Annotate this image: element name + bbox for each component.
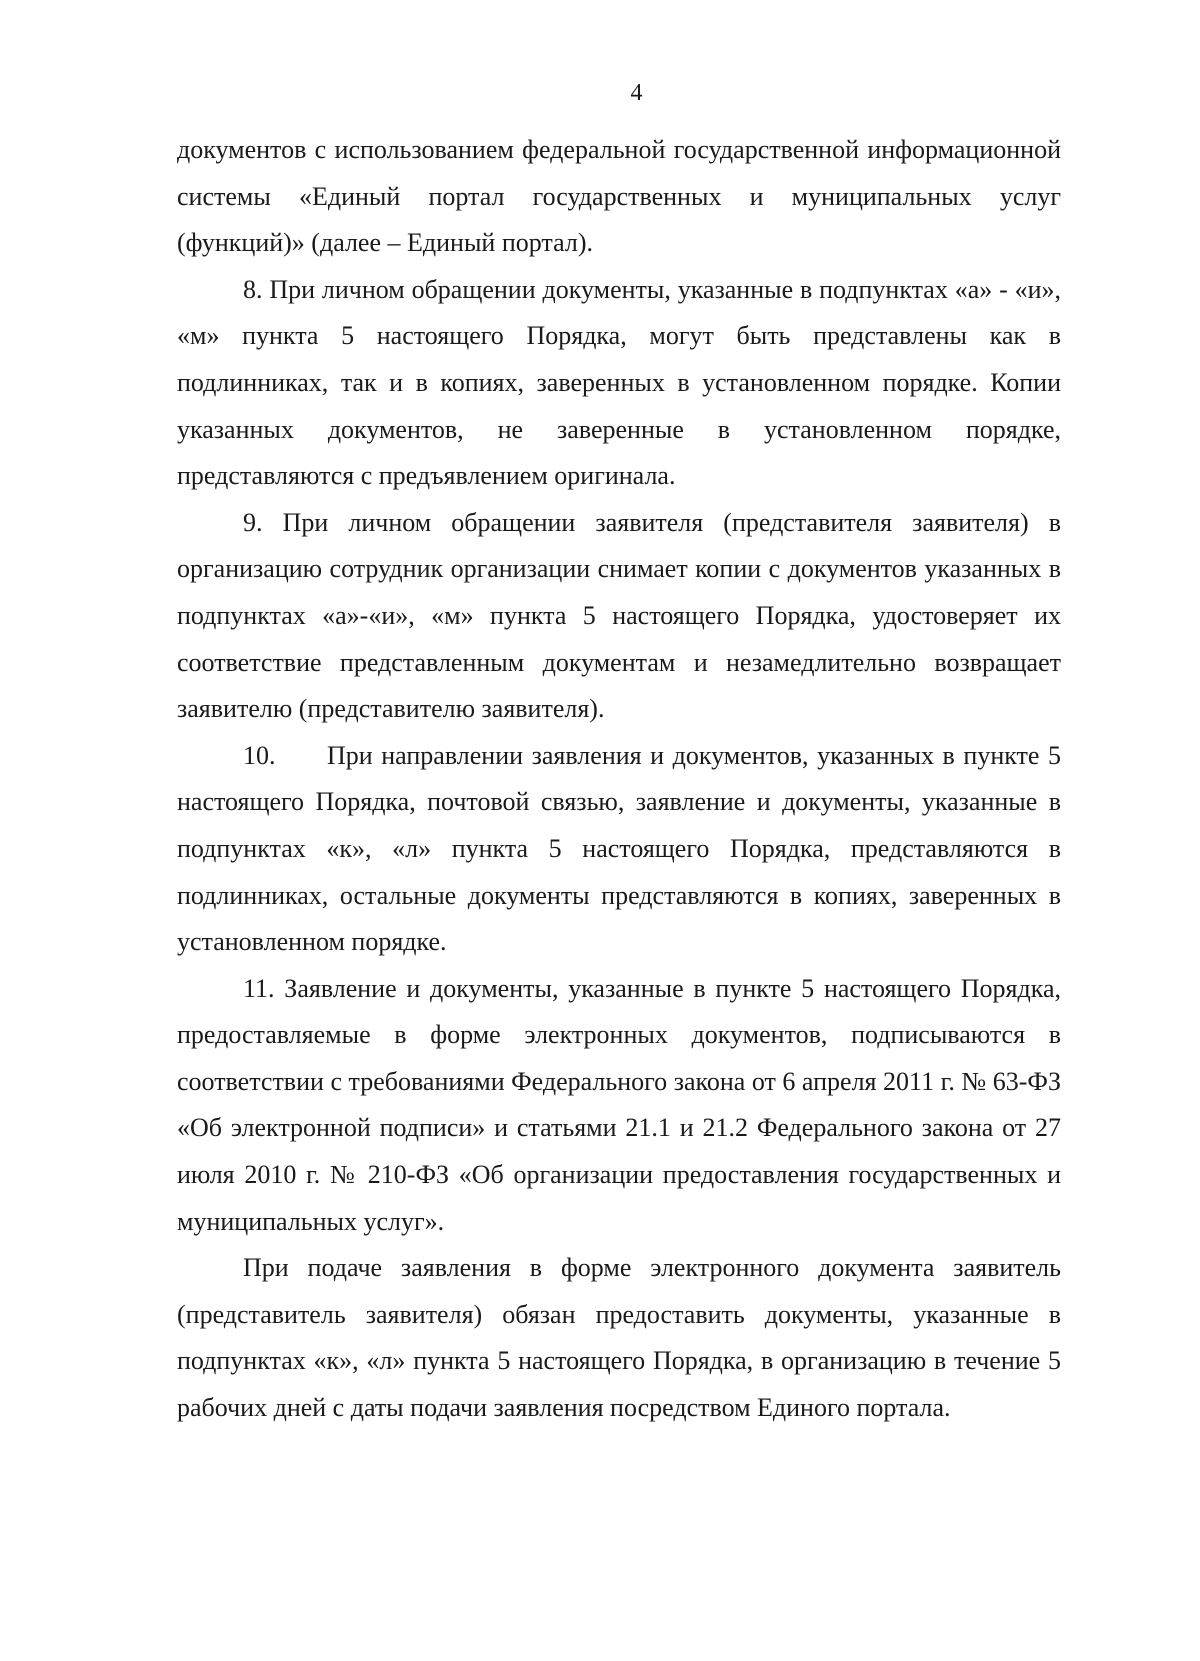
paragraph-10-text: При направлении заявления и документов, указанных в пункте 5 настоящего Порядка, почтовой связью, заявление и документы, указанные в подпунктах «к», «л» пункта 5 настоящего Порядка, представляются в подлинниках, остальные документы представляются в копиях, заверенных в установленном порядке. — [177, 740, 1061, 957]
paragraph-11: 11. Заявление и документы, указанные в пункте 5 настоящего Порядка, предоставляемые в форме электронных документов, подписываются в соответствии с требованиями Федерального закона от 6 апреля 2011 г. № 63-ФЗ «Об электронной подписи» и статьями 21.1 и 21.2 Федерального закона от 27 июля 2010 г. № 210-ФЗ «Об организации предоставления государственных и муниципальных услуг». — [177, 973, 1061, 1236]
paragraph-10 — [177, 733, 1061, 966]
document-body — [177, 127, 1061, 1432]
paragraph-9: 9. При личном обращении заявителя (представителя заявителя) в организацию сотрудник организации снимает копии с документов указанных в подпунктах «а»-«и», «м» пункта 5 настоящего Порядка, удостоверяет их соответствие представленным документам и незамедлительно возвращает заявителю (представителю заявителя). — [177, 507, 1061, 724]
paragraph-10-number: 10. — [243, 740, 276, 770]
paragraph-electronic-submission: При подаче заявления в форме электронного документа заявитель (представитель заявителя) обязан предоставить документы, указанные в подпунктах «к», «л» пункта 5 настоящего Порядка, в организацию в течение 5 рабочих дней с даты подачи заявления посредством Единого портала. — [177, 1253, 1061, 1423]
paragraph-continuation: документов с использованием федеральной государственной информационной системы «Единый портал государственных и муниципальных услуг (функций)» (далее – Единый портал). — [177, 135, 1061, 258]
paragraph-8: 8. При личном обращении документы, указанные в подпунктах «а» - «и», «м» пункта 5 настоящего Порядка, могут быть представлены как в подлинниках, так и в копиях, заверенных в установленном порядке. Копии указанных документов, не заверенные в установленном порядке, представляются с предъявлением оригинала. — [177, 274, 1061, 491]
page-number: 4 — [630, 80, 643, 106]
